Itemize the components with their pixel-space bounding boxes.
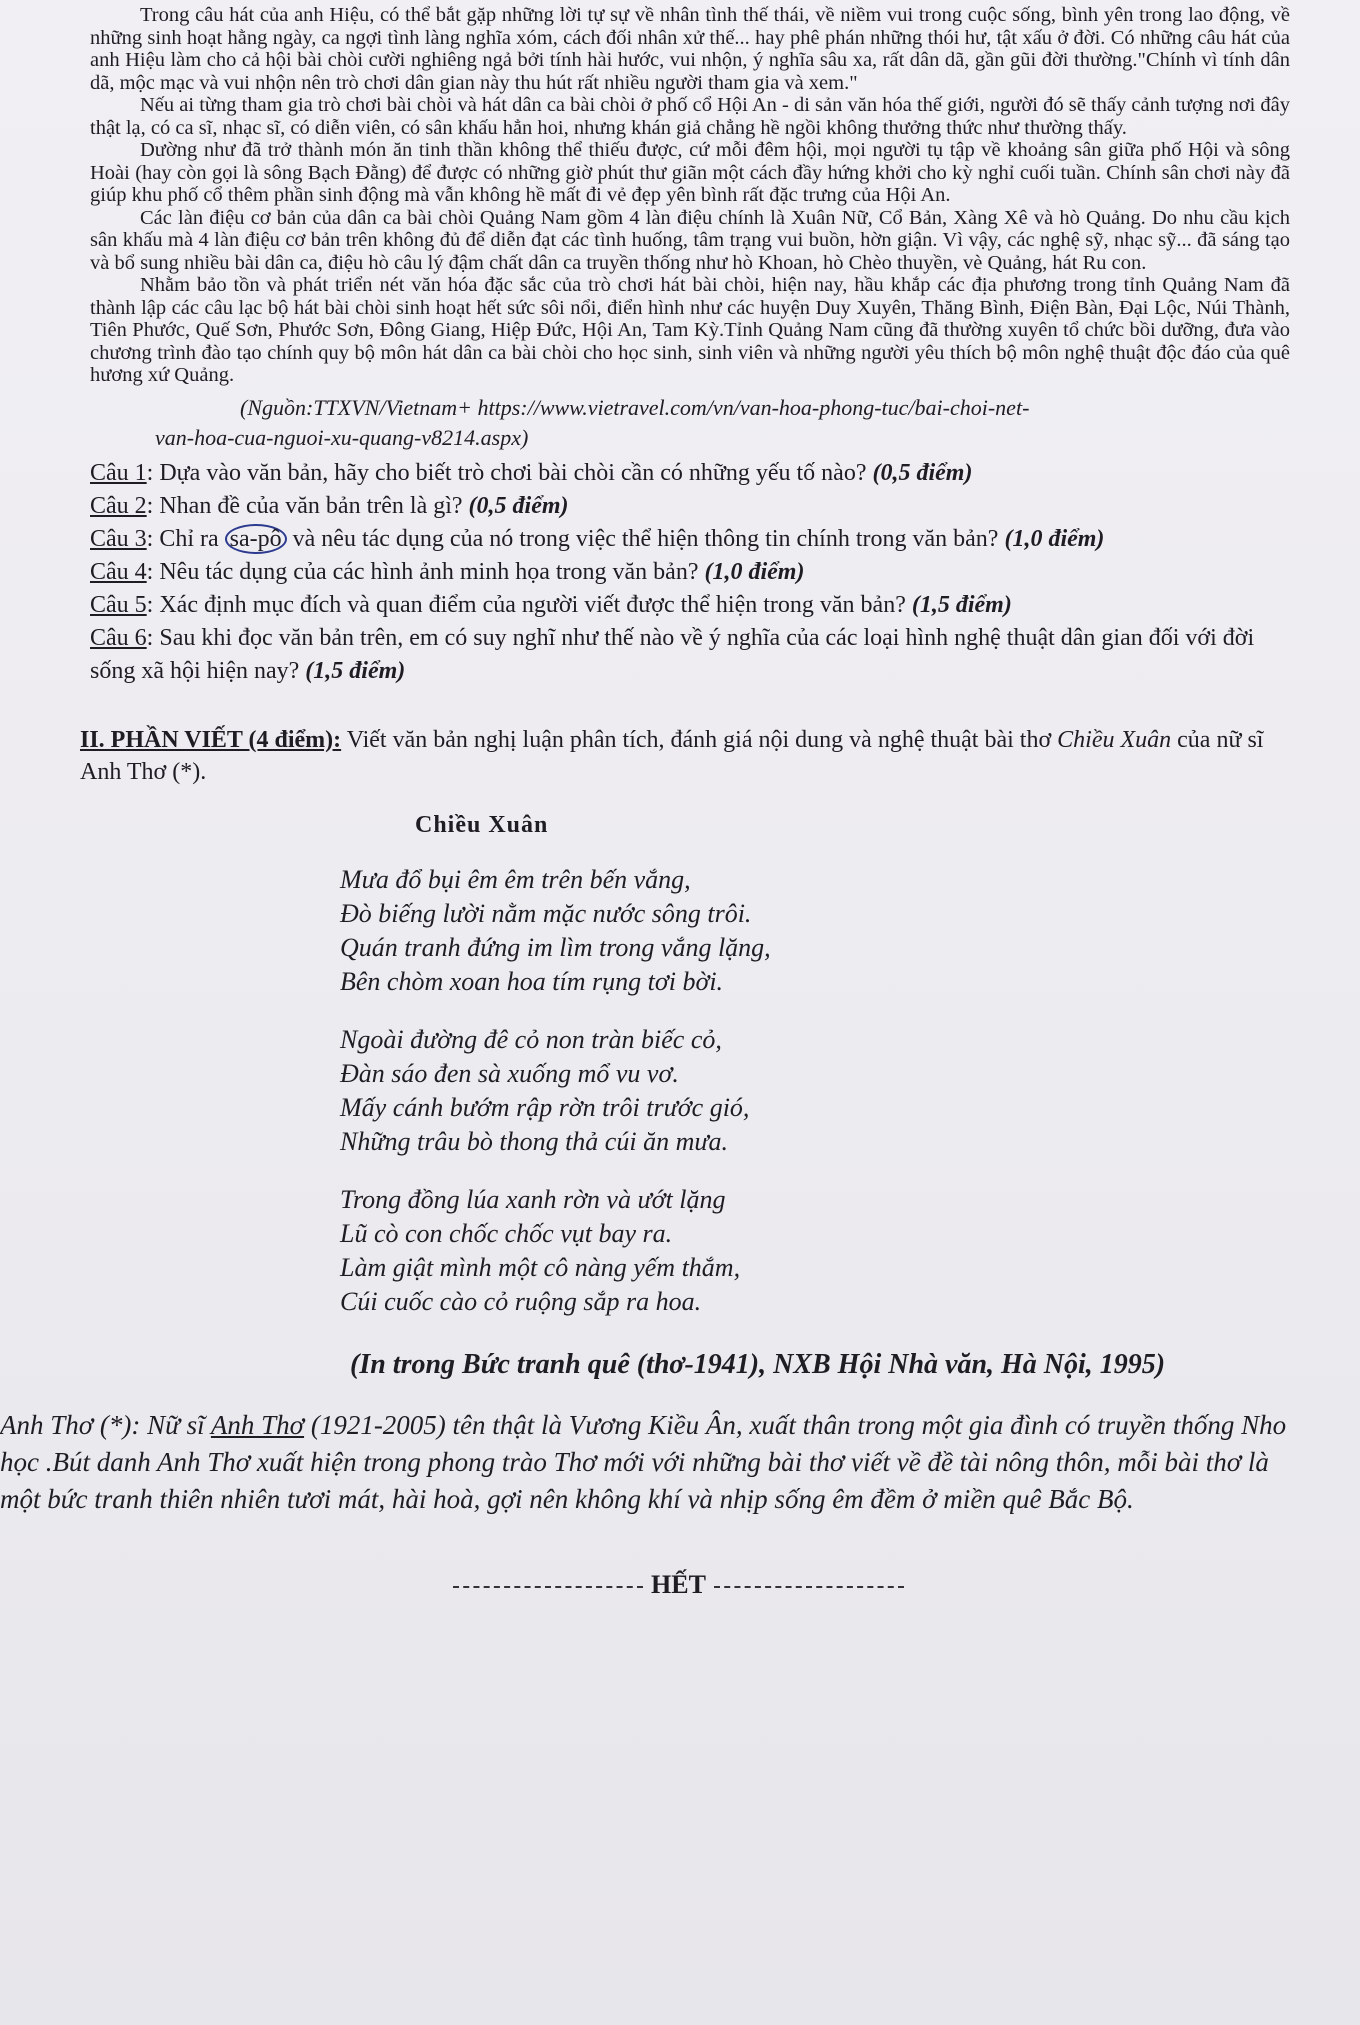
question-4: Câu 4: Nêu tác dụng của các hình ảnh minh họa trong văn bản? (1,0 điểm) <box>90 558 805 585</box>
poem-line: Ngoài đường đê cỏ non tràn biếc cỏ, <box>340 1024 722 1054</box>
poem-stanza-2 <box>340 1023 1290 1159</box>
paragraph-5: Nhằm bảo tồn và phát triển nét văn hóa đặc sắc của trò chơi hát bài chòi, hiện nay, hầu khắp các địa phương trong tỉnh Quảng Nam đã thành lập các câu lạc bộ hát bài chòi sinh hoạt hết sức sôi nổi, điển hình như các huyện Duy Xuyên, Thăng Bình, Điện Bàn, Đại Lộc, Núi Thành, Tiên Phước, Quế Sơn, Phước Sơn, Đông Giang, Hiệp Đức, Hội An, Tam Kỳ.Tỉnh Quảng Nam cũng đã thường xuyên tổ chức bồi dưỡng, đưa vào chương trình đào tạo chính quy bộ môn hát dân ca bài chòi cho học sinh, sinh viên và những người yêu thích bộ môn nghệ thuật độc đáo của quê hương xứ Quảng. <box>90 274 1290 386</box>
question-6: Câu 6: Sau khi đọc văn bản trên, em có suy nghĩ như thế nào về ý nghĩa của các loại hình nghệ thuật dân gian đối với đời sống xã hội hiện nay? (1,5 điểm) <box>90 624 1255 684</box>
poem-line: Mưa đổ bụi êm êm trên bến vắng, <box>340 864 691 894</box>
reading-text <box>90 4 1290 387</box>
poem-line: Làm giật mình một cô nàng yếm thắm, <box>340 1252 741 1282</box>
paragraph-2: Nếu ai từng tham gia trò chơi bài chòi và hát dân ca bài chòi ở phố cổ Hội An - di sản văn hóa thế giới, người đó sẽ thấy cảnh tượng nơi đây thật lạ, có ca sĩ, nhạc sĩ, có diễn viên, có sân khấu hẳn hoi, nhưng khán giả chẳng hề ngồi không thưởng thức như thường thấy. <box>90 94 1290 139</box>
paragraph-1: Trong câu hát của anh Hiệu, có thể bắt gặp những lời tự sự về nhân tình thế thái, về niềm vui trong cuộc sống, bình yên trong lao động, về những sinh hoạt hằng ngày, ca ngợi tình làng nghĩa xóm, cách đối nhân xử thế... hay phê phán những thói hư, tật xấu ở đời. Có những câu hát của anh Hiệu làm cho cả hội bài chòi cười nghiêng ngả bởi tính hài hước, vui nhộn, ý nghĩa sâu xa, rất dân dã, gần gũi đời thường."Chính vì tính dân dã, mộc mạc và vui nhộn nên trò chơi dân gian này thu hút rất nhiều người tham gia và xem." <box>90 4 1290 94</box>
poem-publication: (In trong Bức tranh quê (thơ-1941), NXB Hội Nhà văn, Hà Nội, 1995) <box>350 1348 1166 1380</box>
poem-line: Cúi cuốc cào cỏ ruộng sắp ra hoa. <box>340 1286 702 1316</box>
poem-stanza-1 <box>340 863 1290 999</box>
paragraph-3: Dường như đã trở thành món ăn tinh thần không thể thiếu được, cứ mỗi đêm hội, mọi người tụ tập về khoảng sân giữa phố Hội và sông Hoài (hay còn gọi là sông Bạch Đằng) để được có những giờ phút thư giãn một cách đầy hứng khởi cho kỳ nghỉ cuối tuần. Chính sân chơi này đã giúp khu phố cổ thêm phần sinh động mà vẫn không hề mất đi vẻ đẹp yên bình rất đặc trưng của Hội An. <box>90 139 1290 206</box>
question-1: Câu 1: Dựa vào văn bản, hãy cho biết trò chơi bài chòi cần có những yếu tố nào? (0,5 điểm) <box>90 459 973 486</box>
section-title: II. PHẦN VIẾT (4 điểm): <box>80 726 342 753</box>
divider <box>453 1586 643 1588</box>
poem-line: Mấy cánh bướm rập rờn trôi trước gió, <box>340 1092 750 1122</box>
question-list <box>90 457 1290 688</box>
end-marker: HẾT <box>445 1570 1290 1600</box>
poem-title: Chiều Xuân <box>415 811 549 838</box>
question-2: Câu 2: Nhan đề của văn bản trên là gì? (0,5 điểm) <box>90 492 569 519</box>
divider <box>714 1586 904 1588</box>
poem-line: Đàn sáo đen sà xuống mổ vu vơ. <box>340 1058 679 1088</box>
circled-term: sa-pô <box>225 524 287 554</box>
poem-line: Bên chòm xoan hoa tím rụng tơi bời. <box>340 966 724 996</box>
question-5: Câu 5: Xác định mục đích và quan điểm của người viết được thể hiện trong văn bản? (1,5 điểm) <box>90 591 1012 618</box>
poem-line: Quán tranh đứng im lìm trong vắng lặng, <box>340 932 771 962</box>
poem-stanza-3 <box>340 1183 1290 1319</box>
poem-line: Đò biếng lười nằm mặc nước sông trôi. <box>340 898 752 928</box>
source-citation: (Nguồn:TTXVN/Vietnam+ https://www.vietravel.com/vn/van-hoa-phong-tuc/bai-choi-net- van-hoa-cua-nguoi-xu-quang-v8214.aspx) <box>155 394 1030 450</box>
poem-line: Trong đồng lúa xanh rờn và ướt lặng <box>340 1184 726 1214</box>
writing-section: II. PHẦN VIẾT (4 điểm): Viết văn bản nghị luận phân tích, đánh giá nội dung và nghệ thuật bài thơ Chiều Xuân của nữ sĩ Anh Thơ (*). <box>80 726 1264 785</box>
paragraph-4: Các làn điệu cơ bản của dân ca bài chòi Quảng Nam gồm 4 làn điệu chính là Xuân Nữ, Cổ Bản, Xàng Xê và hò Quảng. Do nhu cầu kịch sân khấu mà 4 làn điệu cơ bản trên không đủ để diễn đạt các tình huống, tâm trạng vui buồn, hờn giận. Vì vậy, các nghệ sỹ, nhạc sỹ... đã sáng tạo và bổ sung nhiều bài dân ca, điệu hò câu lý đậm chất dân ca truyền thống như hò Khoan, hò Chèo thuyền, vè Quảng, hát Ru con. <box>90 206 1290 274</box>
question-3: Câu 3: Chỉ ra sa-pô và nêu tác dụng của nó trong việc thể hiện thông tin chính trong văn bản? (1,0 điểm) <box>90 525 1105 552</box>
poem-line: Những trâu bò thong thả cúi ăn mưa. <box>340 1126 729 1156</box>
poem-line: Lũ cò con chốc chốc vụt bay ra. <box>340 1218 673 1248</box>
author-note: Anh Thơ (*): Nữ sĩ Anh Thơ (1921-2005) tên thật là Vương Kiều Ân, xuất thân trong một gia đình có truyền thống Nho học .Bút danh Anh Thơ xuất hiện trong phong trào Thơ mới với những bài thơ viết về đề tài nông thôn, mỗi bài thơ là một bức tranh thiên nhiên tươi mát, hài hoà, gợi nên không khí và nhịp sống êm đềm ở miền quê Bắc Bộ. <box>0 1409 1287 1514</box>
